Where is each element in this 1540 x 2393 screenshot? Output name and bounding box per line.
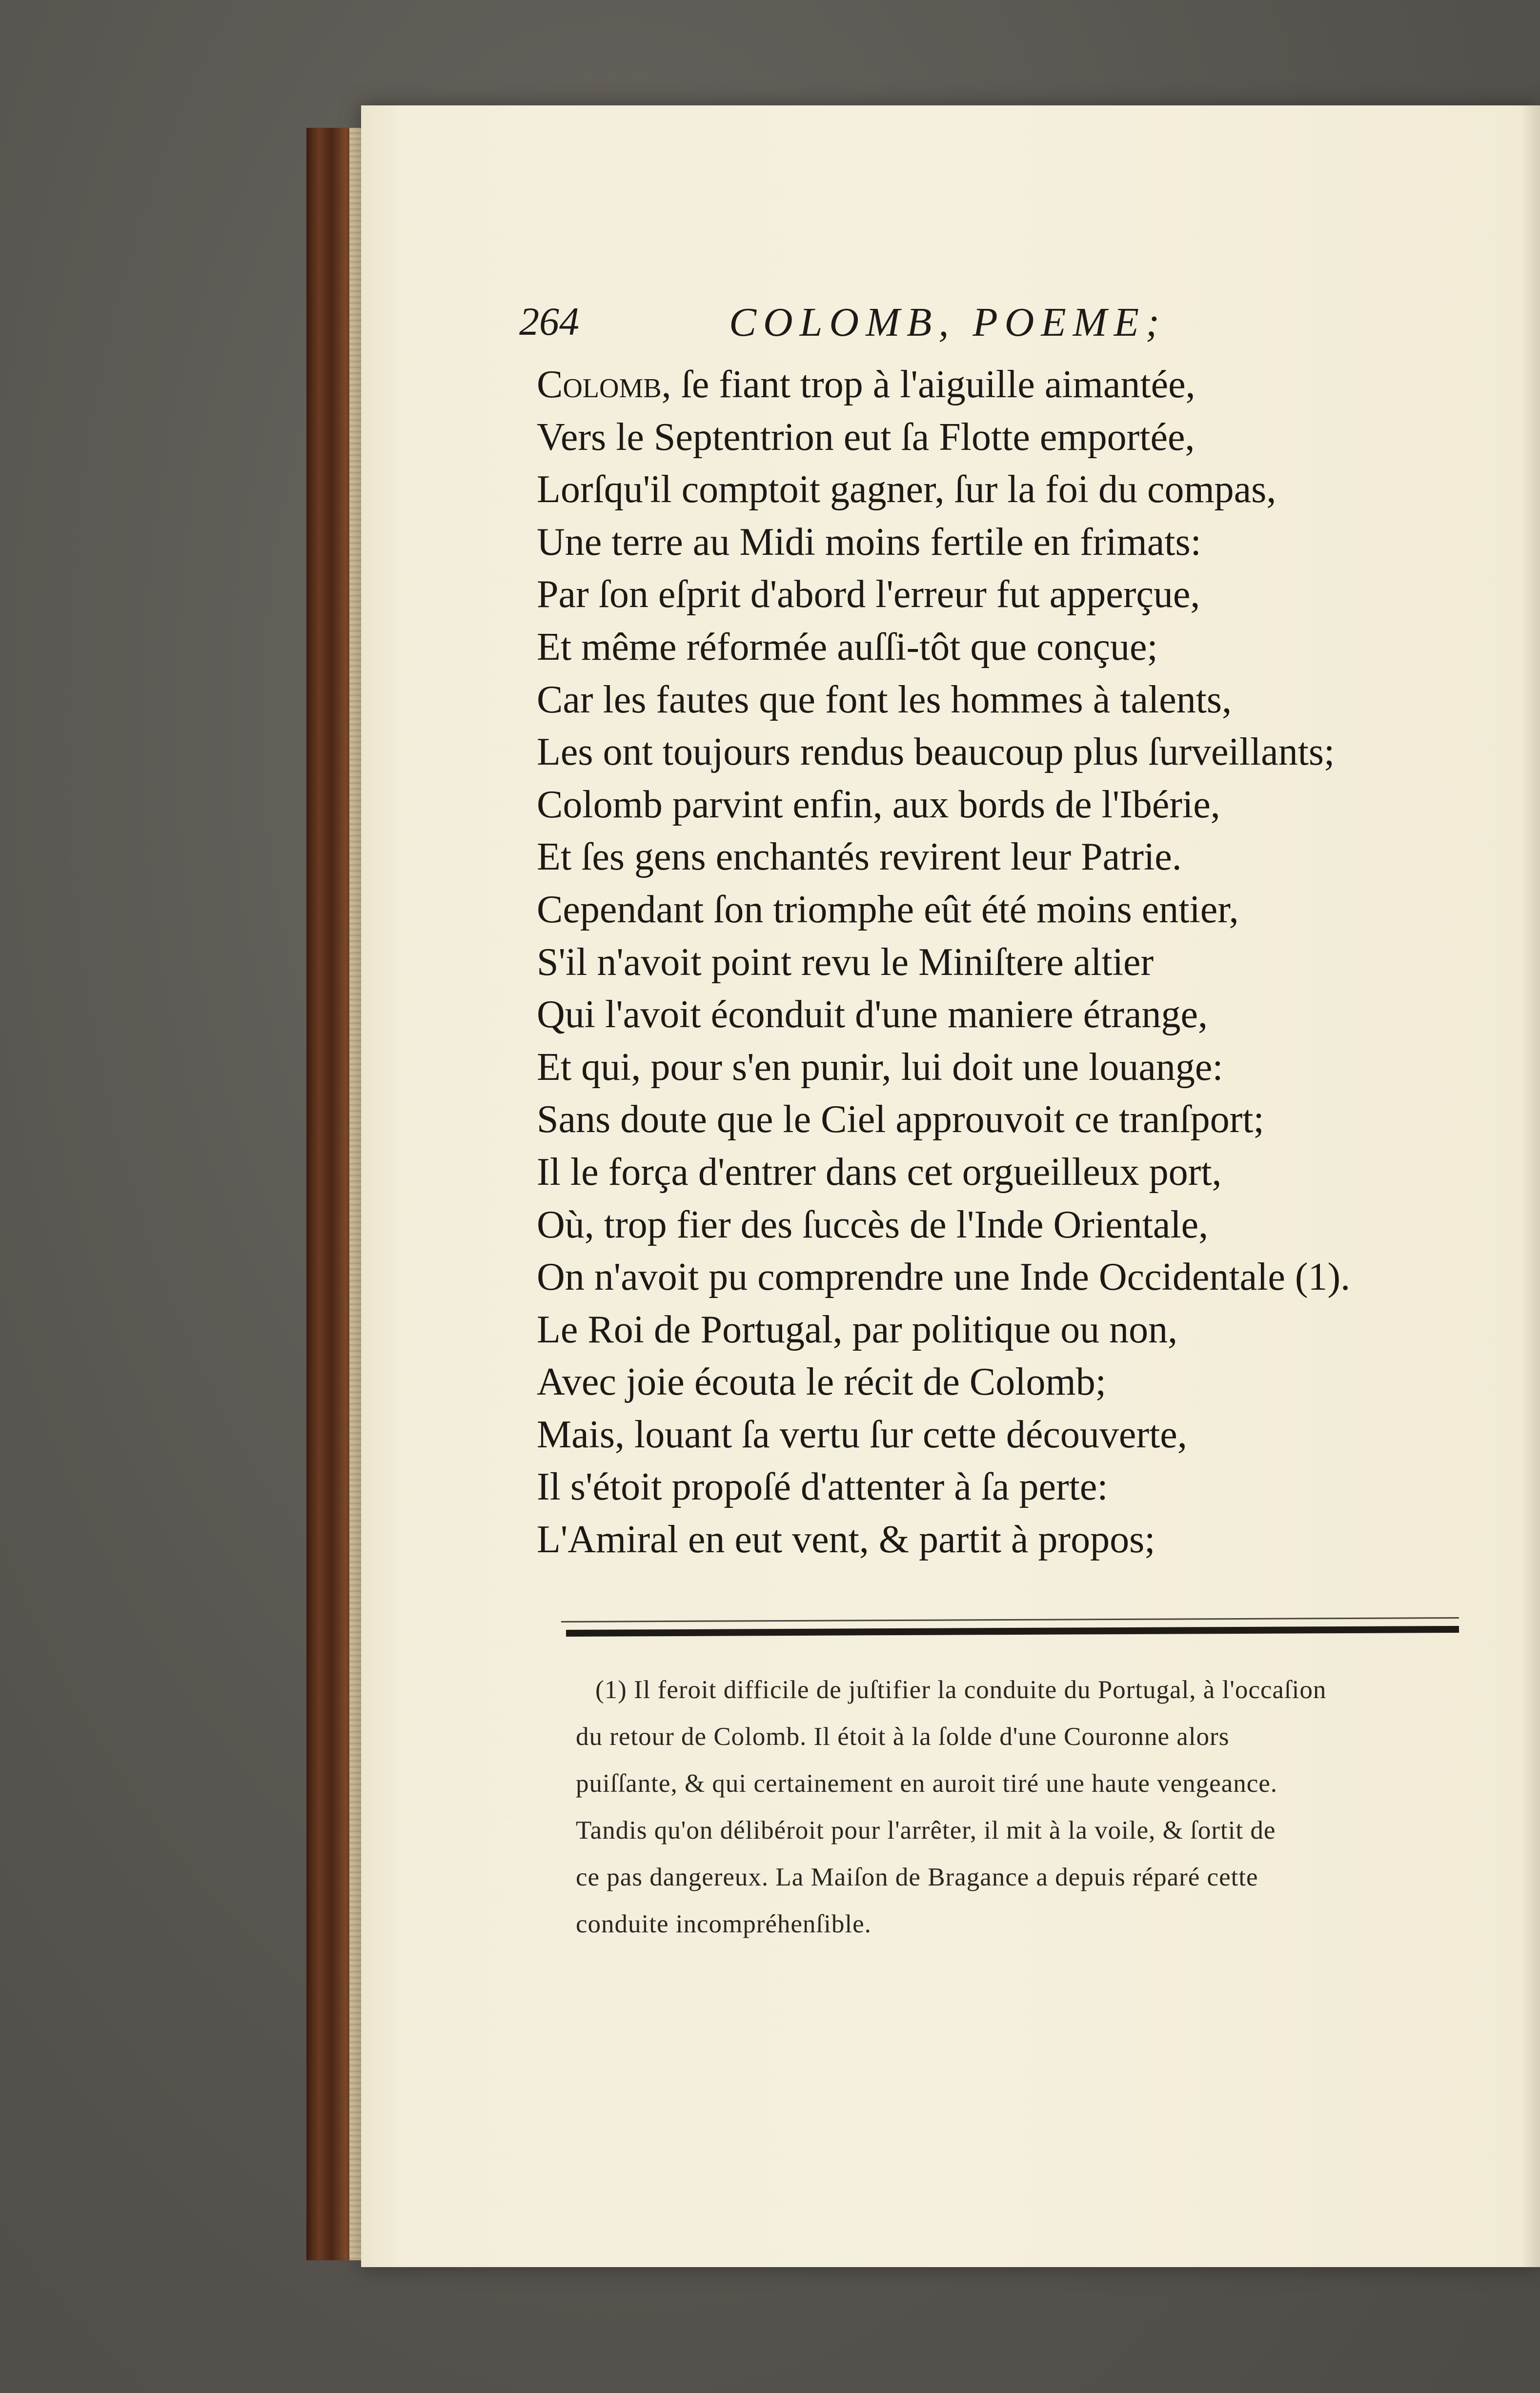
- poem-line: L'Amiral en eut vent, & partit à propos;: [537, 1518, 1155, 1562]
- poem-line: Le Roi de Portugal, par politique ou non,: [537, 1308, 1178, 1351]
- poem-line: Et même réformée auſſi-tôt que conçue;: [537, 625, 1158, 669]
- poem-line: Colomb parvint enfin, aux bords de l'Ibérie,: [537, 783, 1220, 826]
- poem-line: Il le força d'entrer dans cet orgueilleux port,: [537, 1150, 1222, 1194]
- poem-text: [537, 359, 1464, 1566]
- page-shadow: [1520, 105, 1540, 2267]
- page-number: 264: [519, 299, 579, 344]
- page-header: [519, 299, 1446, 352]
- poem-line: Mais, louant ſa vertu ſur cette découverte,: [537, 1413, 1187, 1456]
- footnote-line: ce pas dangereux. La Maiſon de Bragance a depuis réparé cette: [576, 1863, 1258, 1891]
- poem-line: Avec joie écouta le récit de Colomb;: [537, 1360, 1106, 1404]
- footnote-line: du retour de Colomb. Il étoit à la ſolde d'une Couronne alors: [576, 1723, 1230, 1751]
- poem-first-line-rest: , ſe fiant trop à l'aiguille aimantée,: [661, 363, 1196, 406]
- poem-line: Qui l'avoit éconduit d'une maniere étrange,: [537, 993, 1208, 1036]
- poem-line: Car les fautes que font les hommes à talents,: [537, 678, 1232, 721]
- poem-line: On n'avoit pu comprendre une Inde Occidentale (1).: [537, 1256, 1351, 1299]
- footnote-line: Tandis qu'on délibéroit pour l'arrêter, il mit à la voile, & ſortit de: [576, 1816, 1276, 1845]
- poem-line: Et ſes gens enchantés revirent leur Patrie.: [537, 835, 1182, 879]
- poem-line: Les ont toujours rendus beaucoup plus ſurveillants;: [537, 730, 1335, 774]
- poem-first-word: Colomb: [537, 363, 662, 406]
- footnote-line: (1) Il feroit difficile de juſtifier la conduite du Portugal, à l'occaſion: [595, 1676, 1327, 1704]
- footnote-line: puiſſante, & qui certainement en auroit tiré une haute vengeance.: [576, 1769, 1278, 1798]
- poem-line: Une terre au Midi moins fertile en frimats:: [537, 520, 1201, 564]
- running-title: COLOMB, POEME;: [729, 300, 1166, 345]
- poem-line: Et qui, pour s'en punir, lui doit une louange:: [537, 1045, 1223, 1089]
- poem-line: Vers le Septentrion eut ſa Flotte emportée,: [537, 415, 1195, 459]
- poem-line: Lorſqu'il comptoit gagner, ſur la foi du compas,: [537, 468, 1277, 511]
- poem-line: [537, 359, 1464, 411]
- poem-line: Où, trop fier des ſuccès de l'Inde Orientale,: [537, 1203, 1209, 1246]
- poem-line: Il s'étoit propoſé d'attenter à ſa perte:: [537, 1465, 1108, 1509]
- poem-line: Cependant ſon triomphe eût été moins entier,: [537, 888, 1239, 931]
- poem-line: Sans doute que le Ciel approuvoit ce tranſport;: [537, 1098, 1264, 1141]
- footnote: [576, 1666, 1464, 1947]
- footnote-line: conduite incompréhenſible.: [576, 1910, 871, 1938]
- poem-line: S'il n'avoit point revu le Miniſtere altier: [537, 940, 1154, 984]
- poem-line: Par ſon eſprit d'abord l'erreur fut apperçue,: [537, 573, 1200, 616]
